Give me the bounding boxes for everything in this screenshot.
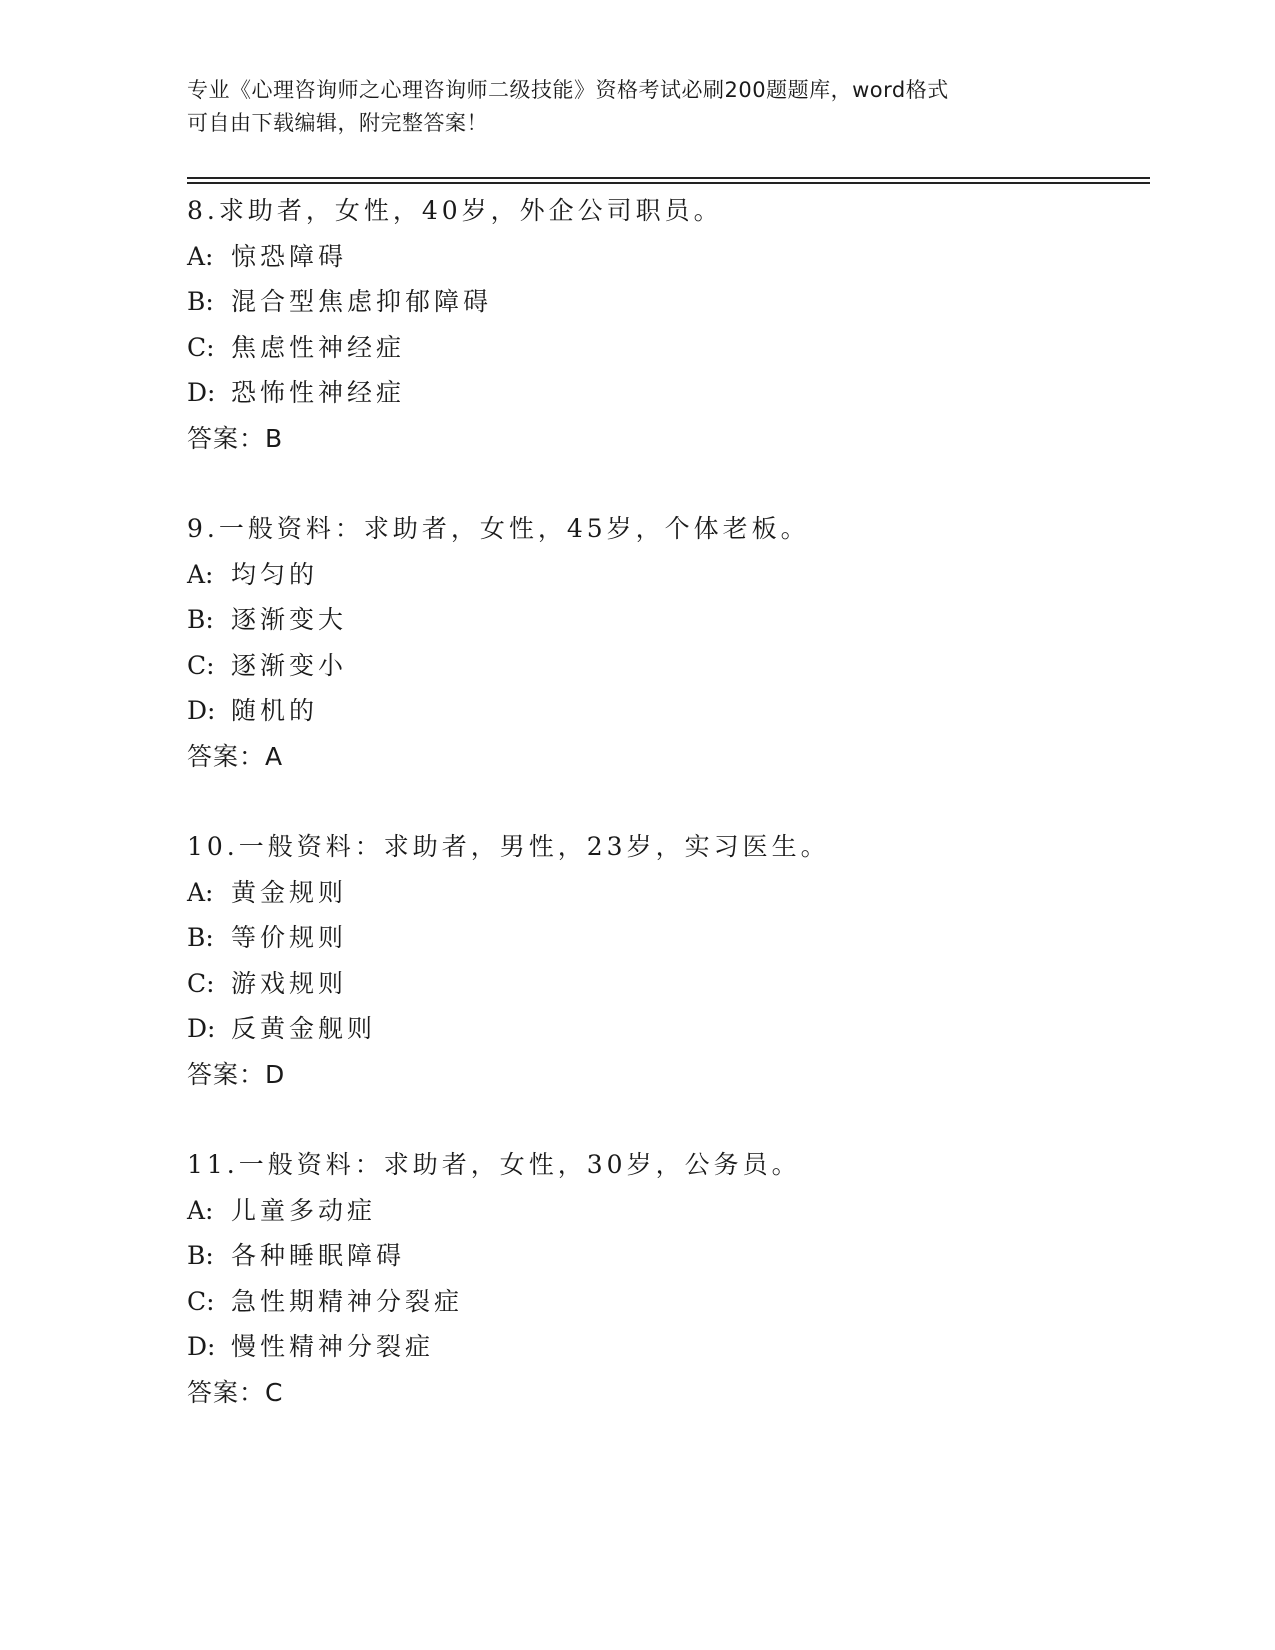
option-text: 逐渐变大 [231,605,348,634]
option-key: B: [187,923,214,952]
option-key: D: [187,1014,216,1043]
header-divider-bottom [187,182,1150,184]
option-c [187,1279,1147,1325]
option-key: A: [187,241,214,271]
question-block-11 [187,1142,1147,1415]
option-text: 恐怖性神经症 [231,378,406,407]
option-text: 惊恐障碍 [231,241,348,271]
question-block-10 [187,824,1147,1097]
option-text: 黄金规则 [231,877,348,907]
option-text: 反黄金舰则 [231,1014,377,1043]
option-b [187,1233,1147,1279]
option-key: C: [187,1286,215,1316]
option-c [187,961,1147,1007]
option-a [187,552,1147,598]
option-b [187,915,1147,961]
question-block-9 [187,506,1147,779]
option-text: 各种睡眠障碍 [231,1241,406,1270]
option-c [187,325,1147,371]
question-stem: 10.一般资料：求助者，男性，23岁，实习医生。 [187,832,830,861]
answer-line: 答案：C [187,1377,284,1407]
option-text: 慢性精神分裂症 [231,1332,435,1361]
answer-line: 答案：D [187,1059,286,1089]
question-stem: 11.一般资料：求助者，女性，30岁，公务员。 [187,1150,801,1179]
option-text: 焦虑性神经症 [231,332,406,362]
answer-line: 答案：A [187,741,284,771]
option-text: 混合型焦虑抑郁障碍 [231,287,493,316]
option-text: 随机的 [231,696,319,725]
option-key: B: [187,287,214,316]
option-text: 急性期精神分裂症 [231,1286,464,1316]
option-key: D: [187,1332,216,1361]
option-d [187,1324,1147,1370]
option-d [187,1006,1147,1052]
option-text: 逐渐变小 [231,650,348,680]
option-key: B: [187,605,214,634]
option-key: D: [187,378,216,407]
option-key: C: [187,332,215,362]
option-key: C: [187,968,215,998]
option-d [187,370,1147,416]
option-key: A: [187,559,214,589]
header-title-line-1: 专业《心理咨询师之心理咨询师二级技能》资格考试必刷200题题库，word格式 [187,78,949,102]
option-text: 等价规则 [231,923,348,952]
answer-line: 答案：B [187,423,284,453]
option-b [187,279,1147,325]
header-title-line-2: 可自由下载编辑，附完整答案！ [187,111,488,135]
document-header [187,74,1087,140]
option-text: 游戏规则 [231,968,348,998]
option-key: D: [187,696,216,725]
option-a [187,870,1147,916]
question-block-8 [187,188,1147,461]
question-stem: 8.求助者，女性，40岁，外企公司职员。 [187,196,723,225]
option-a [187,234,1147,280]
header-divider-top [187,177,1150,179]
option-text: 儿童多动症 [231,1195,377,1225]
question-stem: 9.一般资料：求助者，女性，45岁，个体老板。 [187,514,810,543]
option-key: C: [187,650,215,680]
option-key: B: [187,1241,214,1270]
option-key: A: [187,1195,214,1225]
option-b [187,597,1147,643]
option-d [187,688,1147,734]
option-text: 均匀的 [231,559,319,589]
option-a [187,1188,1147,1234]
option-key: A: [187,877,214,907]
option-c [187,643,1147,689]
